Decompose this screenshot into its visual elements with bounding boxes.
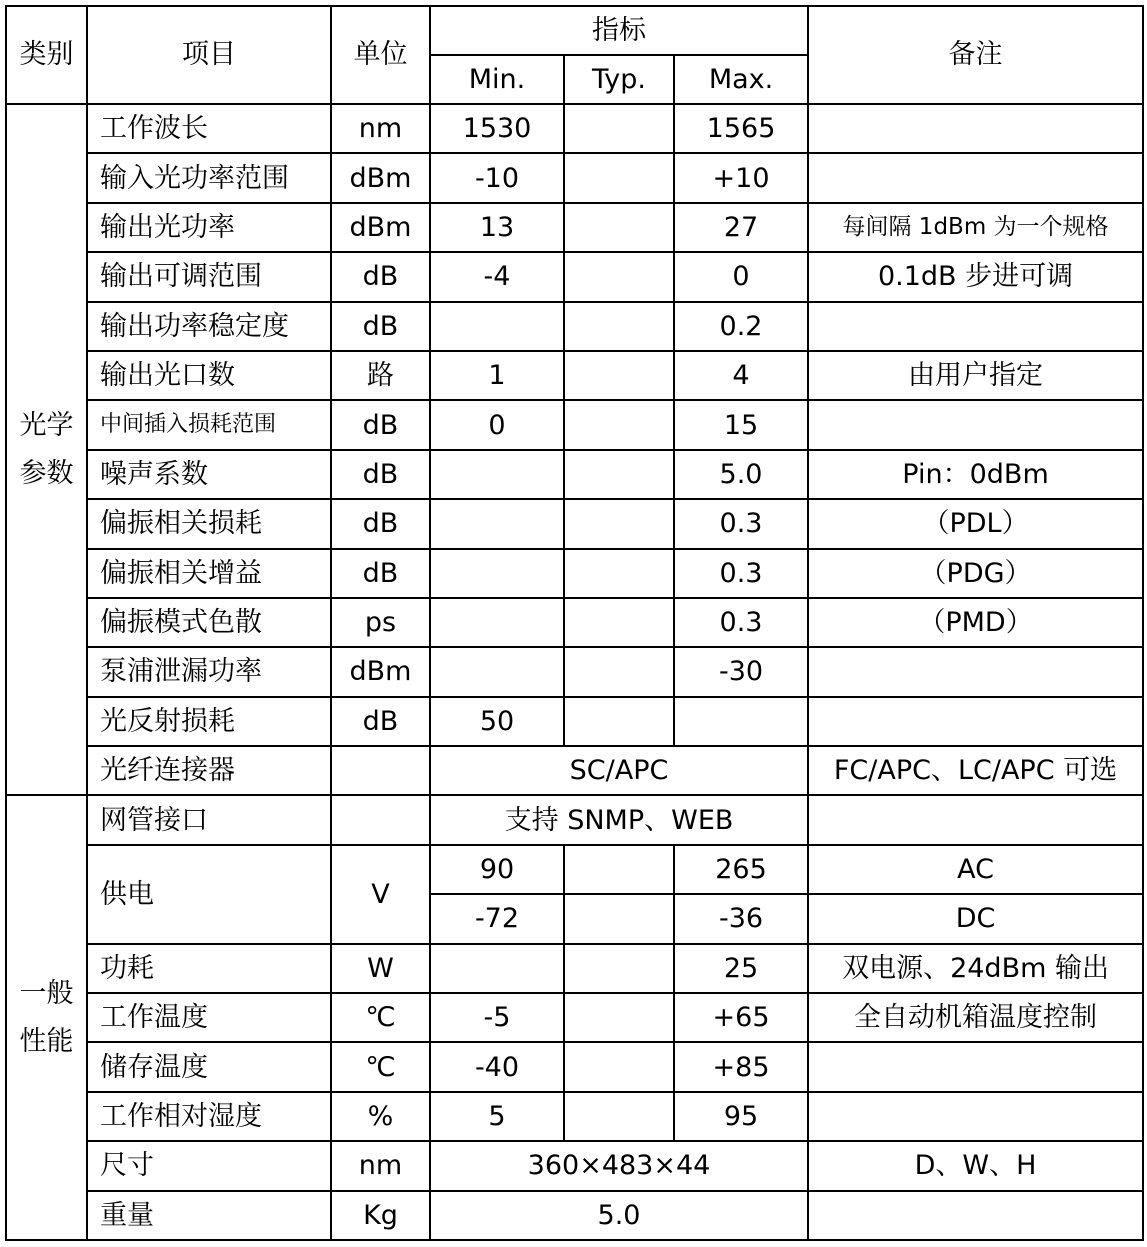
- unit-cell: nm: [331, 104, 430, 153]
- header-unit: 单位: [331, 6, 430, 104]
- note-cell: （PDL）: [808, 499, 1143, 548]
- typ-cell: [564, 351, 674, 400]
- min-cell: -72: [430, 894, 564, 943]
- spec-table: [5, 5, 1144, 1241]
- max-cell: -36: [674, 894, 808, 943]
- item-name: 输出功率稳定度: [87, 302, 331, 351]
- table-row: [6, 795, 1143, 844]
- item-name: 光反射损耗: [87, 697, 331, 746]
- max-cell: 0.2: [674, 302, 808, 351]
- note-cell: Pin：0dBm: [808, 450, 1143, 499]
- table-row: [6, 351, 1143, 400]
- min-cell: [430, 598, 564, 647]
- note-cell: [808, 104, 1143, 153]
- unit-cell: dB: [331, 252, 430, 301]
- unit-cell: V: [331, 845, 430, 944]
- item-name: 噪声系数: [87, 450, 331, 499]
- unit-cell: %: [331, 1092, 430, 1141]
- note-cell: [808, 697, 1143, 746]
- table-row: [6, 400, 1143, 449]
- table-row: [6, 944, 1143, 993]
- min-cell: 0: [430, 400, 564, 449]
- max-cell: 95: [674, 1092, 808, 1141]
- typ-cell: [564, 894, 674, 943]
- table-row: [6, 203, 1143, 252]
- min-cell: 5: [430, 1092, 564, 1141]
- item-name: 输出光口数: [87, 351, 331, 400]
- typ-cell: [564, 153, 674, 202]
- max-cell: 0.3: [674, 549, 808, 598]
- unit-cell: W: [331, 944, 430, 993]
- item-name: 光纤连接器: [87, 746, 331, 795]
- min-cell: 90: [430, 845, 564, 894]
- max-cell: 1565: [674, 104, 808, 153]
- unit-cell: ℃: [331, 1042, 430, 1091]
- max-cell: 0.3: [674, 598, 808, 647]
- min-cell: 1: [430, 351, 564, 400]
- max-cell: 27: [674, 203, 808, 252]
- note-cell: 双电源、24dBm 输出: [808, 944, 1143, 993]
- min-cell: -10: [430, 153, 564, 202]
- item-name: 工作相对湿度: [87, 1092, 331, 1141]
- note-cell: [808, 647, 1143, 696]
- unit-cell: dB: [331, 400, 430, 449]
- unit-cell: dB: [331, 302, 430, 351]
- item-name: 偏振模式色散: [87, 598, 331, 647]
- table-row: [6, 499, 1143, 548]
- note-cell: 由用户指定: [808, 351, 1143, 400]
- typ-cell: [564, 1092, 674, 1141]
- note-cell: 全自动机箱温度控制: [808, 993, 1143, 1042]
- min-cell: [430, 302, 564, 351]
- note-cell: [808, 1042, 1143, 1091]
- note-cell: 每间隔 1dBm 为一个规格: [808, 203, 1143, 252]
- max-cell: +10: [674, 153, 808, 202]
- min-cell: [430, 647, 564, 696]
- max-cell: +65: [674, 993, 808, 1042]
- typ-cell: [564, 400, 674, 449]
- item-name: 工作温度: [87, 993, 331, 1042]
- item-name: 网管接口: [87, 795, 331, 844]
- table-row: [6, 252, 1143, 301]
- typ-cell: [564, 845, 674, 894]
- unit-cell: 路: [331, 351, 430, 400]
- min-cell: -5: [430, 993, 564, 1042]
- max-cell: 265: [674, 845, 808, 894]
- value-cell: SC/APC: [430, 746, 808, 795]
- header-min: Min.: [430, 55, 564, 104]
- min-cell: [430, 450, 564, 499]
- unit-cell: dBm: [331, 153, 430, 202]
- max-cell: 0.3: [674, 499, 808, 548]
- table-row: [6, 598, 1143, 647]
- typ-cell: [564, 647, 674, 696]
- unit-cell: nm: [331, 1141, 430, 1190]
- item-name: 尺寸: [87, 1141, 331, 1190]
- unit-cell: [331, 746, 430, 795]
- max-cell: 25: [674, 944, 808, 993]
- unit-cell: dBm: [331, 647, 430, 696]
- table-row: [6, 104, 1143, 153]
- note-cell: [808, 1191, 1143, 1240]
- min-cell: [430, 499, 564, 548]
- min-cell: -40: [430, 1042, 564, 1091]
- max-cell: 4: [674, 351, 808, 400]
- value-cell: 支持 SNMP、WEB: [430, 795, 808, 844]
- unit-cell: dBm: [331, 203, 430, 252]
- note-cell: [808, 400, 1143, 449]
- item-name: 工作波长: [87, 104, 331, 153]
- typ-cell: [564, 203, 674, 252]
- item-name: 偏振相关损耗: [87, 499, 331, 548]
- note-cell: DC: [808, 894, 1143, 943]
- unit-cell: [331, 795, 430, 844]
- typ-cell: [564, 549, 674, 598]
- typ-cell: [564, 944, 674, 993]
- min-cell: -4: [430, 252, 564, 301]
- category-optical: 光学参数: [6, 104, 87, 795]
- min-cell: 1530: [430, 104, 564, 153]
- min-cell: [430, 549, 564, 598]
- header-note: 备注: [808, 6, 1143, 104]
- max-cell: +85: [674, 1042, 808, 1091]
- unit-cell: dB: [331, 549, 430, 598]
- item-name: 中间插入损耗范围: [87, 400, 331, 449]
- item-name: 储存温度: [87, 1042, 331, 1091]
- item-name: 功耗: [87, 944, 331, 993]
- unit-cell: ℃: [331, 993, 430, 1042]
- table-row: [6, 845, 1143, 894]
- table-row: [6, 993, 1143, 1042]
- min-cell: [430, 944, 564, 993]
- table-row: [6, 1042, 1143, 1091]
- min-cell: 50: [430, 697, 564, 746]
- typ-cell: [564, 499, 674, 548]
- typ-cell: [564, 1042, 674, 1091]
- note-cell: FC/APC、LC/APC 可选: [808, 746, 1143, 795]
- note-cell: AC: [808, 845, 1143, 894]
- max-cell: 5.0: [674, 450, 808, 499]
- note-cell: [808, 153, 1143, 202]
- table-row: [6, 1092, 1143, 1141]
- table-row: [6, 1141, 1143, 1190]
- unit-cell: dB: [331, 450, 430, 499]
- max-cell: 0: [674, 252, 808, 301]
- max-cell: 15: [674, 400, 808, 449]
- typ-cell: [564, 598, 674, 647]
- typ-cell: [564, 450, 674, 499]
- table-row: [6, 647, 1143, 696]
- value-cell: 360×483×44: [430, 1141, 808, 1190]
- table-row: [6, 697, 1143, 746]
- item-name: 供电: [87, 845, 331, 944]
- table-row: [6, 746, 1143, 795]
- typ-cell: [564, 104, 674, 153]
- header-spec: 指标: [430, 6, 808, 55]
- typ-cell: [564, 302, 674, 351]
- table-row: [6, 1191, 1143, 1240]
- category-general: 一般性能: [6, 795, 87, 1240]
- unit-cell: dB: [331, 499, 430, 548]
- table-row: [6, 302, 1143, 351]
- header-item: 项目: [87, 6, 331, 104]
- note-cell: D、W、H: [808, 1141, 1143, 1190]
- typ-cell: [564, 252, 674, 301]
- item-name: 输出可调范围: [87, 252, 331, 301]
- note-cell: [808, 302, 1143, 351]
- note-cell: （PDG）: [808, 549, 1143, 598]
- typ-cell: [564, 993, 674, 1042]
- note-cell: （PMD）: [808, 598, 1143, 647]
- value-cell: 5.0: [430, 1191, 808, 1240]
- item-name: 输出光功率: [87, 203, 331, 252]
- item-name: 偏振相关增益: [87, 549, 331, 598]
- max-cell: [674, 697, 808, 746]
- table-row: [6, 450, 1143, 499]
- table-row: [6, 549, 1143, 598]
- header-category: 类别: [6, 6, 87, 104]
- unit-cell: ps: [331, 598, 430, 647]
- item-name: 输入光功率范围: [87, 153, 331, 202]
- unit-cell: Kg: [331, 1191, 430, 1240]
- unit-cell: dB: [331, 697, 430, 746]
- typ-cell: [564, 697, 674, 746]
- item-name: 泵浦泄漏功率: [87, 647, 331, 696]
- table-row: [6, 153, 1143, 202]
- min-cell: 13: [430, 203, 564, 252]
- header-max: Max.: [674, 55, 808, 104]
- note-cell: 0.1dB 步进可调: [808, 252, 1143, 301]
- max-cell: -30: [674, 647, 808, 696]
- header-typ: Typ.: [564, 55, 674, 104]
- item-name: 重量: [87, 1191, 331, 1240]
- note-cell: [808, 1092, 1143, 1141]
- note-cell: [808, 795, 1143, 844]
